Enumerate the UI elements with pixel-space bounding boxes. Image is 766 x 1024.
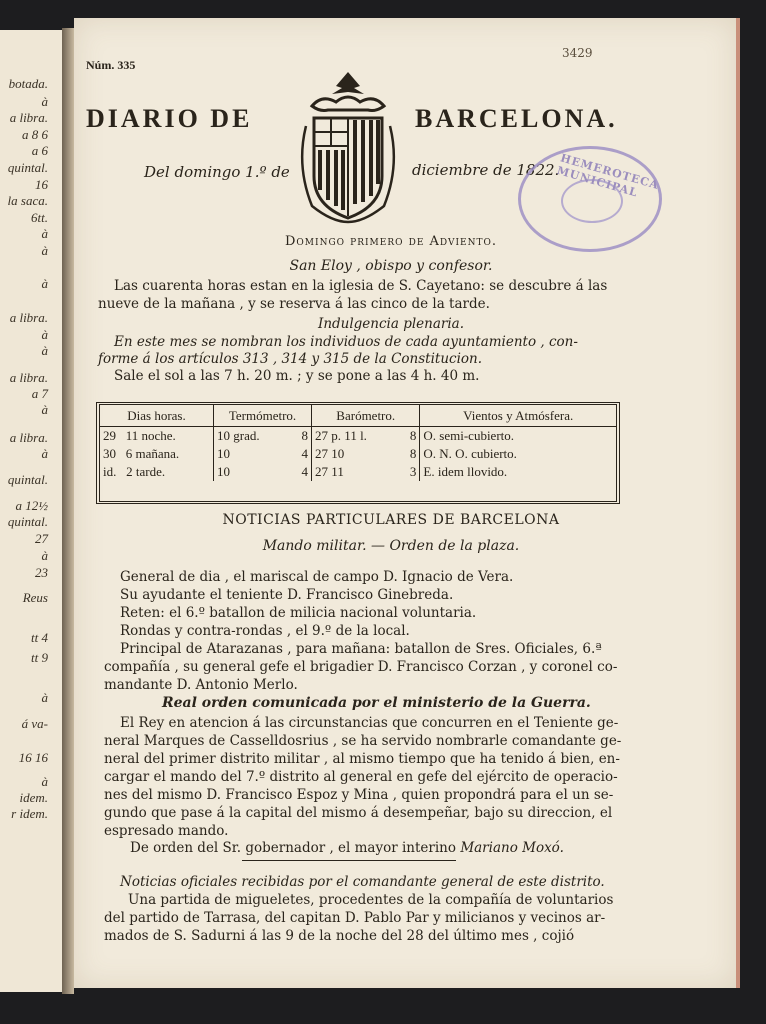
date-suffix: diciembre de 1822.	[412, 161, 560, 179]
royal-order-line: cargar el mando del 7.º distrito al general en gefe del ejército de operacio-	[104, 769, 618, 785]
section-subheading: Mando militar. — Orden de la plaza.	[262, 538, 520, 554]
royal-order-line: neral del primer distrito militar , al mismo tiempo que ha tenido á bien, en-	[104, 751, 620, 767]
official-news-line: Una partida de migueletes, procedentes de la compañía de voluntarios	[128, 892, 614, 908]
left-page-line: 16	[35, 177, 48, 192]
royal-order-line: neral Marques de Casselldosrius , se ha servido nombrarle comandante ge-	[104, 733, 622, 749]
cell-wind: O. semi-cubierto.	[423, 428, 515, 443]
royal-order-heading: Real orden comunicada por el ministerio de la Guerra.	[162, 695, 591, 711]
left-page-line: idem.	[19, 790, 48, 805]
table-row	[100, 427, 616, 446]
saint-of-day: San Eloy , obispo y confesor.	[289, 258, 493, 274]
left-page-line: quintal.	[7, 472, 48, 487]
cell-baro: 27 p. 11 l.	[315, 428, 367, 443]
left-page-line: 6tt.	[31, 210, 48, 225]
weather-table	[96, 402, 620, 504]
royal-order-line: El Rey en atencion á las circunstancias que concurren en el Teniente ge-	[120, 715, 619, 731]
folio-number: 3429	[562, 46, 593, 60]
cell-temp-b: 4	[301, 446, 309, 461]
table-row	[100, 463, 616, 481]
left-page-line: quintal.	[7, 514, 48, 529]
royal-order-line: gundo que pase á la capital del mismo á desempeñar, bajo su direccion, el	[104, 805, 613, 821]
orders-line: compañía , su general gefe el brigadier D. Francisco Corzan , y coronel co-	[104, 659, 618, 675]
left-page-line: a libra.	[9, 430, 48, 445]
liturgical-day: Domingo primero de Adviento.	[285, 234, 497, 249]
cell-baro-b: 3	[409, 464, 417, 479]
left-page-line: a libra.	[9, 310, 48, 325]
royal-order-line: nes del mismo D. Francisco Espoz y Mina , quien propondrá para el un se-	[104, 787, 614, 803]
newspaper-page	[74, 18, 740, 988]
date-prefix: Del domingo 1.º de	[144, 163, 290, 181]
masthead-title-left: DIARIO DE	[86, 104, 253, 133]
left-page-line: Reus	[22, 590, 48, 605]
masthead-title-right: BARCELONA.	[415, 104, 618, 133]
left-page-line: 23	[35, 565, 48, 580]
cell-temp: 10 grad.	[217, 428, 260, 443]
signature-line	[130, 840, 564, 856]
left-page-line: á va-	[21, 716, 48, 731]
cell-day: 29	[103, 428, 116, 443]
left-page-line: à	[41, 774, 48, 789]
left-page-line: à	[41, 327, 48, 342]
cell-time: 2 tarde.	[126, 464, 166, 479]
coat-of-arms-icon	[292, 66, 404, 226]
orders-line: mandante D. Antonio Merlo.	[104, 677, 298, 693]
cell-baro-b: 8	[409, 446, 417, 461]
cell-time: 6 mañana.	[125, 446, 180, 461]
left-page-line: 16 16	[18, 750, 48, 765]
section-divider	[242, 860, 456, 861]
left-page-line: à	[41, 446, 48, 461]
indulgence-note: Indulgencia plenaria.	[317, 316, 465, 332]
col-header-days: Dias horas.	[100, 405, 214, 427]
cell-temp: 10	[217, 446, 231, 461]
official-news-line: mados de S. Sadurni á las 9 de la noche del 28 del último mes , cojió	[104, 928, 575, 944]
col-header-winds: Vientos y Atmósfera.	[420, 405, 616, 427]
orders-line: Principal de Atarazanas , para mañana: batallon de Sres. Oficiales, 6.ª	[120, 641, 602, 657]
orders-line: Su ayudante el teniente D. Francisco Ginebreda.	[120, 587, 454, 603]
official-news-line: del partido de Tarrasa, del capitan D. Pablo Par y milicianos y vecinos ar-	[104, 910, 606, 926]
forty-hours-line-1: Las cuarenta horas estan en la iglesia de S. Cayetano: se descubre á las	[114, 278, 608, 294]
section-heading: NOTICIAS PARTICULARES DE BARCELONA	[222, 512, 560, 528]
left-page-line: tt 9	[31, 650, 48, 665]
cell-wind: E. idem llovido.	[423, 464, 508, 479]
ayuntamiento-line-2: forme á los artículos 313 , 314 y 315 de la Constitucion.	[98, 351, 483, 367]
left-page-line: a libra.	[9, 370, 48, 385]
cell-wind: O. N. O. cubierto.	[423, 446, 517, 461]
issue-number: Núm. 335	[86, 58, 136, 72]
stamp-text: HEMEROTECA MUNICIPAL	[555, 151, 661, 200]
royal-order-line: espresado mando.	[104, 823, 229, 839]
orders-line: Rondas y contra-rondas , el 9.º de la local.	[120, 623, 410, 639]
left-page-line: r idem.	[11, 806, 48, 821]
left-page-line: a 7	[31, 386, 48, 401]
left-page-line: la saca.	[7, 193, 48, 208]
cell-day: id.	[103, 464, 117, 479]
left-page-line: tt 4	[31, 630, 48, 645]
left-page-line: quintal.	[7, 160, 48, 175]
cell-baro-b: 8	[409, 428, 417, 443]
left-page-line: à	[41, 243, 48, 258]
signature-prefix: De orden del Sr. gobernador , el mayor interino	[130, 840, 457, 856]
sunrise-sunset: Sale el sol a las 7 h. 20 m. ; y se pone a las 4 h. 40 m.	[114, 368, 480, 384]
cell-temp: 10	[217, 464, 231, 479]
orders-line: Reten: el 6.º batallon de milicia nacional voluntaria.	[120, 605, 477, 621]
left-page-line: botada.	[8, 76, 48, 91]
col-header-thermometer: Termómetro.	[214, 405, 312, 427]
cell-temp-b: 4	[301, 464, 309, 479]
left-page-line: 27	[35, 531, 48, 546]
left-page-line: à	[41, 276, 48, 291]
col-header-barometer: Barómetro.	[312, 405, 420, 427]
left-page-line: a 6	[31, 143, 48, 158]
left-page-line: a libra.	[9, 110, 48, 125]
forty-hours-line-2: nueve de la mañana , y se reserva á las cinco de la tarde.	[98, 296, 490, 312]
cell-day: 30	[103, 446, 116, 461]
left-page-line: à	[41, 548, 48, 563]
left-page-line: à	[41, 690, 48, 705]
cell-baro: 27 11	[315, 464, 344, 479]
left-page-line: à	[41, 226, 48, 241]
ayuntamiento-line-1: En este mes se nombran los individuos de cada ayuntamiento , con-	[114, 334, 578, 350]
left-facing-page	[0, 30, 65, 992]
left-page-line: à	[41, 94, 48, 109]
cell-temp-b: 8	[301, 428, 309, 443]
left-page-line: à	[41, 402, 48, 417]
left-page-line: a 12½	[15, 498, 48, 513]
cell-time: 11 noche.	[125, 428, 176, 443]
left-page-line: à	[41, 343, 48, 358]
table-row	[100, 445, 616, 463]
signature-name: Mariano Moxó.	[460, 840, 564, 856]
orders-line: General de dia , el mariscal de campo D. Ignacio de Vera.	[120, 569, 514, 585]
cell-baro: 27 10	[315, 446, 345, 461]
official-news-heading: Noticias oficiales recibidas por el comandante general de este distrito.	[120, 874, 605, 890]
book-spine	[62, 28, 74, 994]
left-page-line: a 8 6	[22, 127, 48, 142]
